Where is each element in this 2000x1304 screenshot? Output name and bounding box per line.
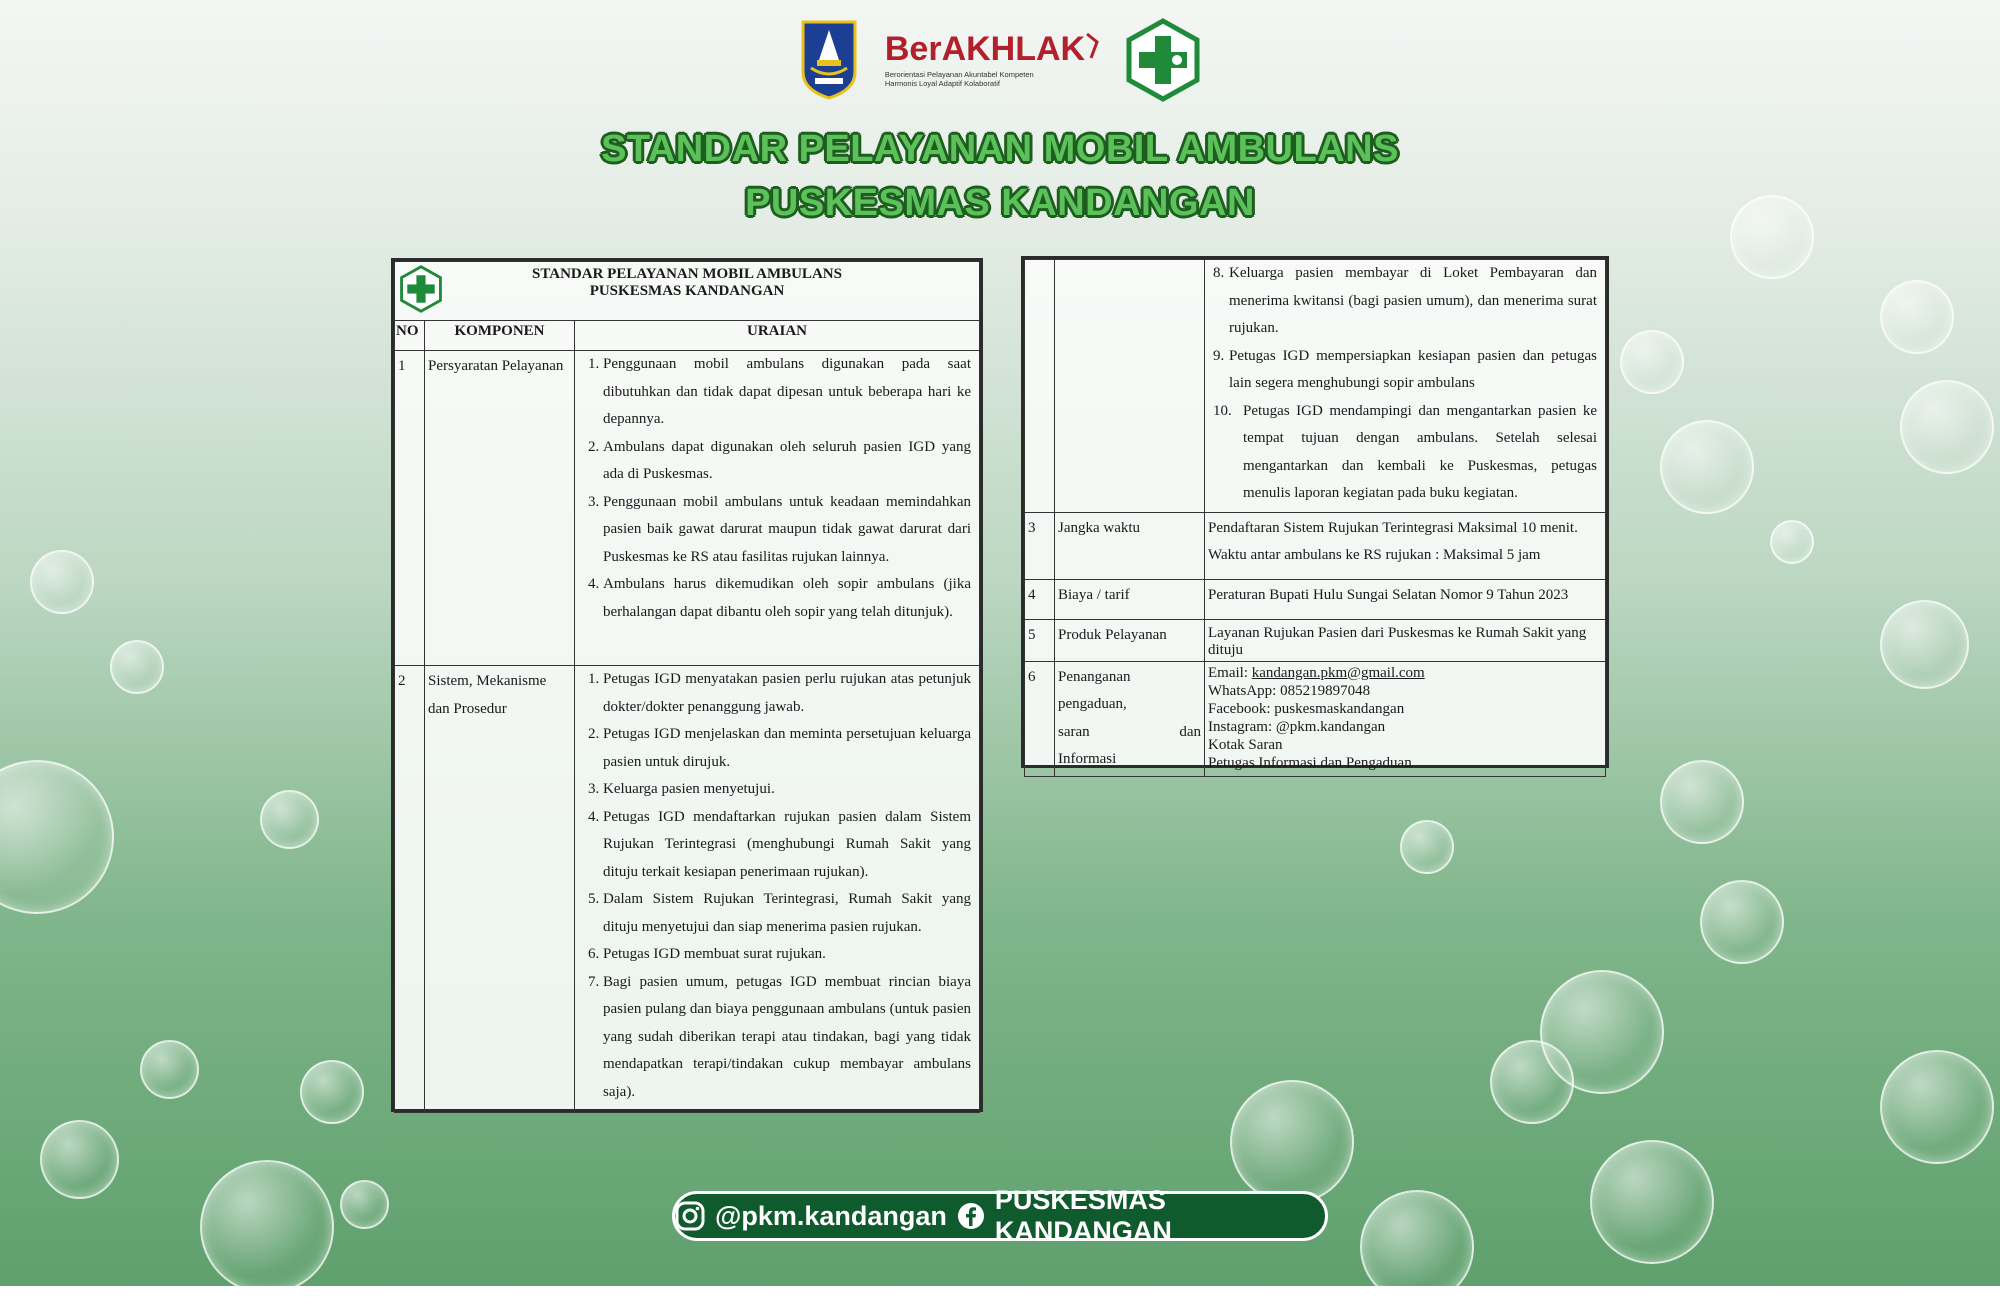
row-no: 2 <box>395 666 425 1113</box>
whatsapp-text: WhatsApp: 085219897048 <box>1208 682 1371 699</box>
col-header-uraian: URAIAN <box>575 321 980 351</box>
list-item: 3. Keluarga pasien menyetujui. <box>603 776 971 804</box>
list-item: 4. Ambulans harus dikemudikan oleh sopir ambulans (jika berhalangan dapat dibantu oleh sopir yang telah ditunjuk). <box>603 571 971 626</box>
regency-emblem-logo <box>799 20 859 100</box>
col-header-komponen: KOMPONEN <box>425 321 575 351</box>
list-item: 4. Petugas IGD mendaftarkan rujukan pasien dalam Sistem Rujukan Terintegrasi (menghubungi Rumah Sakit yang dituju terkait kesiapan penerimaan rujukan). <box>603 804 971 887</box>
contact-info: Email: kandangan.pkm@gmail.com WhatsApp: 085219897048 Facebook: puskesmaskandangan Instagram: @pkm.kandangan Kotak Saran Petugas Informasi dan Pengaduan <box>1205 661 1606 776</box>
berakhlak-logo <box>885 32 1099 88</box>
list-item: 1. Petugas IGD menyatakan pasien perlu rujukan atas petunjuk dokter/dokter penanggung jawab. <box>603 666 971 721</box>
facebook-icon <box>957 1202 985 1230</box>
headline-line-2: PUSKESMAS KANDANGAN <box>745 182 1255 224</box>
email-link[interactable]: kandangan.pkm@gmail.com <box>1251 664 1425 681</box>
facebook-text: Facebook: puskesmaskandangan <box>1208 700 1405 717</box>
page-headline <box>0 122 2000 230</box>
list-item: 2. Petugas IGD menjelaskan dan meminta persetujuan keluarga pasien untuk dirujuk. <box>603 721 971 776</box>
col-header-no: NO <box>395 321 425 351</box>
list-item: 1. Penggunaan mobil ambulans digunakan pada saat dibutuhkan dan tidak dapat dipesan untuk beberapa hari ke depannya. <box>603 351 971 434</box>
header-logos <box>0 18 2000 102</box>
row-uraian <box>575 666 980 1113</box>
headline-line-1: STANDAR PELAYANAN MOBIL AMBULANS <box>601 128 1399 170</box>
berakhlak-tagline-2: Harmonis Loyal Adaptif Kolaboratif <box>884 79 1000 88</box>
list-item: 6. Petugas IGD membuat surat rujukan. <box>603 941 971 969</box>
list-item: 7. Bagi pasien umum, petugas IGD membuat rincian biaya pasien pulang dan biaya penggunaan ambulans (untuk pasien yang sudah diberikan terapi atau tindakan, bagi yang tidak mendapatkan terapi/tindakan cukup membayar ambulans saja). <box>603 969 971 1107</box>
row-uraian-continued <box>1205 260 1606 513</box>
doc-header <box>395 262 980 321</box>
doc-title-1: STANDAR PELAYANAN MOBIL AMBULANS <box>532 266 842 282</box>
petugas-text: Petugas Informasi dan Pengaduan <box>1208 754 1412 771</box>
service-standard-table-left <box>391 258 983 1112</box>
berakhlak-title: BerAKHLAK <box>884 30 1086 68</box>
berakhlak-arrow-icon <box>1085 32 1099 62</box>
instagram-icon <box>675 1201 705 1231</box>
table-row <box>395 351 980 666</box>
table-row: 3 Jangka waktu Pendaftaran Sistem Rujukan Terintegrasi Maksimal 10 menit. Waktu antar ambulans ke RS rujukan : Maksimal 5 jam <box>1025 512 1606 579</box>
row-no: 1 <box>395 351 425 666</box>
facebook-page-name[interactable]: PUSKESMAS KANDANGAN <box>994 1185 1172 1246</box>
table-row <box>395 666 980 1113</box>
kotak-saran-text: Kotak Saran <box>1208 736 1283 753</box>
row-komponen: Persyaratan Pelayanan <box>425 351 575 666</box>
social-media-footer <box>672 1185 1328 1246</box>
list-item: 2. Ambulans dapat digunakan oleh seluruh pasien IGD yang ada di Puskesmas. <box>603 434 971 489</box>
service-standard-table-right <box>1021 256 1609 771</box>
table-row: 5 Produk Pelayanan Layanan Rujukan Pasien dari Puskesmas ke Rumah Sakit yang dituju <box>1025 619 1606 661</box>
row-uraian <box>575 351 980 666</box>
doc-title-2: PUSKESMAS KANDANGAN <box>589 283 785 299</box>
puskesmas-small-logo-icon <box>399 265 443 313</box>
table-row <box>1025 260 1606 513</box>
list-item: 8. Keluarga pasien membayar di Loket Pembayaran dan menerima kwitansi (bagi pasien umum), dan menerima surat rujukan. <box>1213 265 1597 336</box>
instagram-handle[interactable]: @pkm.kandangan <box>715 1200 947 1231</box>
row-komponen: Sistem, Mekanisme dan Prosedur <box>425 666 575 1113</box>
puskesmas-logo <box>1125 18 1201 102</box>
berakhlak-tagline-1: Berorientasi Pelayanan Akuntabel Kompeten <box>884 70 1034 79</box>
instagram-text: Instagram: @pkm.kandangan <box>1208 718 1386 735</box>
table-row: 4 Biaya / tarif Peraturan Bupati Hulu Sungai Selatan Nomor 9 Tahun 2023 <box>1025 579 1606 619</box>
list-item: 5. Dalam Sistem Rujukan Terintegrasi, Rumah Sakit yang dituju menyetujui dan siap menerima pasien rujukan. <box>603 886 971 941</box>
list-item: 10. Petugas IGD mendampingi dan mengantarkan pasien ke tempat tujuan dengan ambulans. Setelah selesai mengantarkan dan kembali ke Puskesmas, petugas menulis laporan kegiatan pada buku kegiatan. <box>1213 402 1597 501</box>
list-item: 3. Penggunaan mobil ambulans untuk keadaan memindahkan pasien baik gawat darurat maupun tidak gawat darurat dari Puskesmas ke RS atau fasilitas rujukan lainnya. <box>603 489 971 572</box>
list-item: 9. Petugas IGD mempersiapkan kesiapan pasien dan petugas lain segera menghubungi sopir ambulans <box>1213 347 1597 391</box>
table-row: 6 Penanganan pengaduan, saran dan Informasi Email: kandangan.pkm@gmail.com WhatsApp: 085219897048 Facebook: puskesmaskandangan Instagram: @pkm.kandangan Kotak Saran Petugas Informasi dan Pengaduan <box>1025 661 1606 776</box>
